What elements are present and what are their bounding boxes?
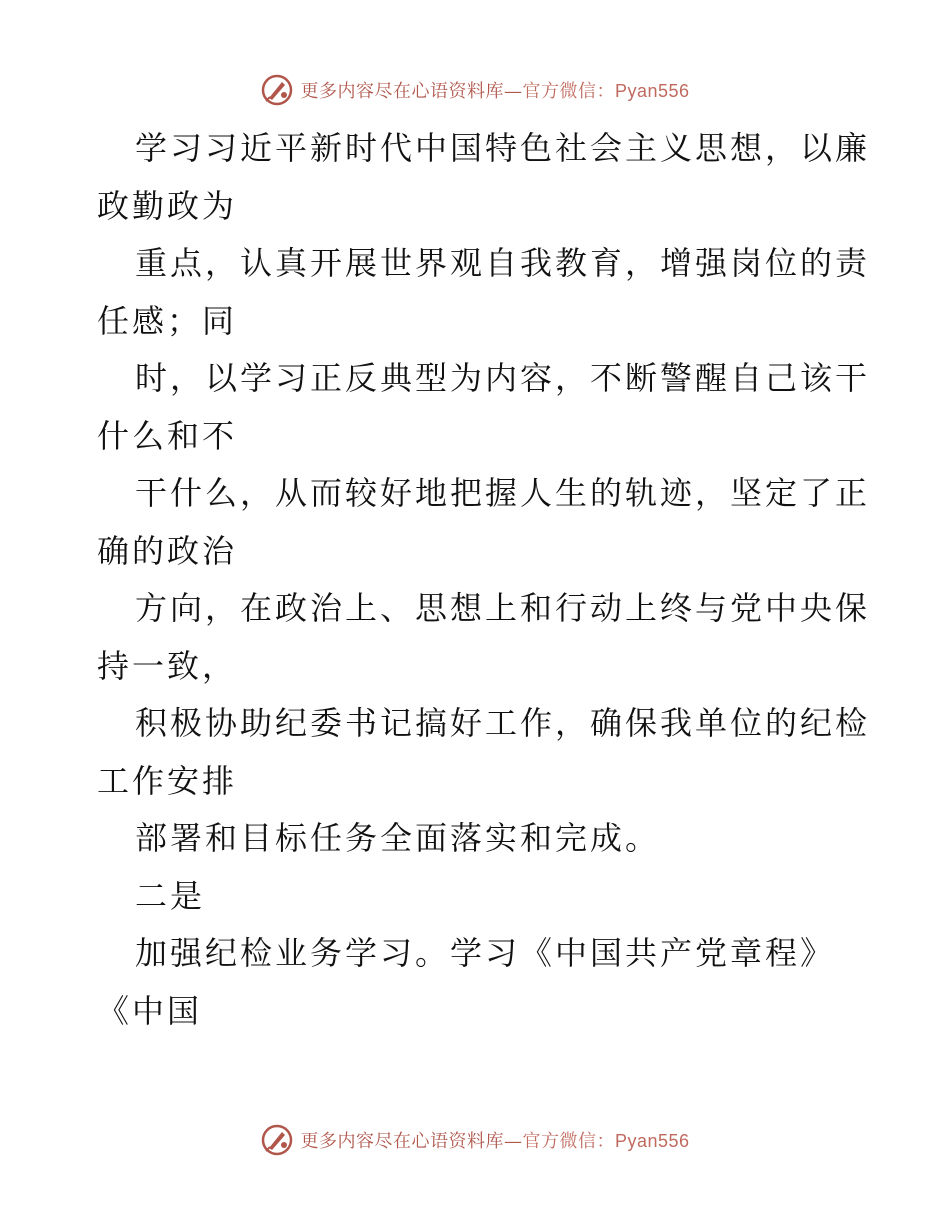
text-line: 学习习近平新时代中国特色社会主义思想，以廉	[135, 129, 871, 167]
text-line: 部署和目标任务全面落实和完成。	[135, 819, 661, 857]
text-line: 干什么，从而较好地把握人生的轨迹，坚定了正	[135, 474, 871, 512]
banner-separator: —	[503, 81, 523, 102]
pen-quill-logo-icon	[260, 1123, 294, 1157]
banner-text	[300, 1127, 689, 1153]
text-line: 确的政治	[97, 531, 238, 570]
footer-banner	[0, 1120, 950, 1160]
text-line: 方向，在政治上、思想上和行动上终与党中央保	[135, 589, 871, 627]
text-line: 工作安排	[97, 761, 238, 800]
banner-title: 更多内容尽在心语资料库	[300, 1131, 504, 1152]
text-line: 加强纪检业务学习。学习《中国共产党章程》	[135, 934, 836, 972]
header-banner	[0, 70, 950, 110]
banner-wechat: 官方微信：Pyan556	[522, 81, 690, 101]
text-line: 《中国	[97, 991, 203, 1030]
pen-quill-logo-icon	[260, 73, 294, 107]
document-body	[97, 120, 871, 1040]
text-line: 政勤政为	[97, 186, 238, 225]
banner-separator: —	[503, 1131, 523, 1152]
banner-wechat: 官方微信：Pyan556	[522, 1131, 690, 1151]
text-line: 重点，认真开展世界观自我教育，增强岗位的责	[135, 244, 871, 282]
text-line: 什么和不	[97, 416, 238, 455]
text-line: 任感；同	[97, 301, 238, 340]
banner-text	[300, 77, 689, 103]
banner-title: 更多内容尽在心语资料库	[300, 81, 504, 102]
text-line: 时，以学习正反典型为内容，不断警醒自己该干	[135, 359, 871, 397]
text-line: 积极协助纪委书记搞好工作，确保我单位的纪检	[135, 704, 871, 742]
text-line: 二是	[135, 876, 206, 915]
text-line: 持一致，	[97, 646, 238, 685]
